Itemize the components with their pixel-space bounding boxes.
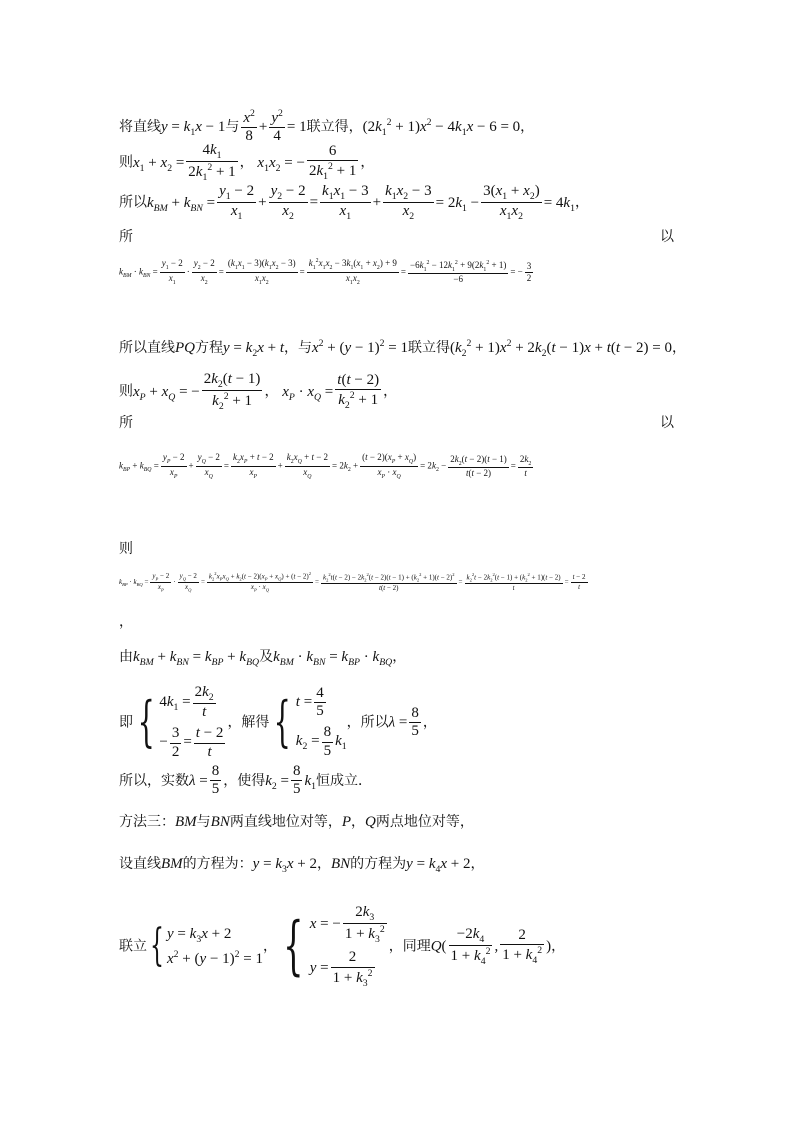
equation-line-7: 则$x_P + x_Q$ = − $\frac{2k_2(t - 1)}{k_2^2 + 1}$ ， $x_P \cdot x_Q$ = $\frac{t(t - 2)}{k_2^2 + 1}$ ， <box>119 371 398 413</box>
equation-line-16: 设直线BM的方程为：$y = k_3x + 2$，BN的方程为$y = k_4x + 2$， <box>119 856 485 875</box>
equation-line-13: 即{ $4k_1$ = $\frac{2k_2}{t}$ − $\frac{3}{2}$ = $\frac{t - 2}{t}$ ，解得{ t = $\frac{4}{5}$ $k_2$ = $\frac{8}{5}$ $k_1$ ，所以λ = $\frac{8}{5}$ ， <box>119 684 437 760</box>
text-yu: ，与 <box>284 340 312 356</box>
equation-line-3: 所以$k_{BM} + k_{BN}$ = $\frac{y_1 - 2}{x_1}$ + $\frac{y_2 - 2}{x_2}$ = $\frac{k_1x_1 - 3}{x_1}$ + $\frac{k_1x_2 - 3}{x_2}$ = $2k_1$ − $\frac{3(x_1 + x_2)}{x_1x_2}$ = $4k_1$， <box>119 183 589 223</box>
text-jiang: 将直线 <box>119 118 161 135</box>
text-suoyi: 所以 <box>119 194 147 211</box>
text-comma-17a: ， <box>263 938 277 955</box>
text-comma-pq: ， <box>351 814 366 830</box>
text-lianli-2: 联立 <box>119 938 147 955</box>
equation-line-9: $k_{BP} + k_{BQ}$ = $\frac{y_P - 2}{x_P}$ + $\frac{y_Q - 2}{x_Q}$ = $\frac{k_2x_P + t - 2}{x_P}$ + $\frac{k_2x_Q + t - 2}{x_Q}$ = $2k_2$ + $\frac{(t - 2)(x_P + x_Q)}{x_P \cdot x_Q}$ = $2k_2$ − $\frac{2k_2(t - 2)(t - 1)}{t(t - 2)}$ = $\frac{2k_2}{t}$ <box>119 452 532 480</box>
text-shezhixian: 设直线 <box>119 856 161 872</box>
text-yu-2: 与 <box>196 814 211 830</box>
text-liangdian: 两点地位对等， <box>375 814 474 830</box>
text-ze-3: 则 <box>119 541 133 557</box>
text-defangchengwei: 的方程为： <box>182 856 253 872</box>
equation-line-12: 由$k_{BM} + k_{BN} = k_{BP} + k_{BQ}$及$k_{BM} \cdot k_{BN} = k_{BP} \cdot k_{BQ}$， <box>119 649 407 668</box>
text-jiede: ，解得 <box>227 714 270 731</box>
text-yi-2: 以 <box>660 415 674 431</box>
text-hengchengli: 恒成立． <box>316 772 373 789</box>
text-comma-16a: ， <box>317 856 331 872</box>
text-tongli: ，同理 <box>388 938 431 955</box>
text-comma-16b: ， <box>470 856 485 872</box>
text-comma-17b: ， <box>551 938 566 955</box>
text-you: 由 <box>119 649 133 665</box>
comma: ， <box>119 614 133 630</box>
text-suo-2: 所 <box>119 415 133 431</box>
text-suo-1: 所 <box>119 229 133 245</box>
text-ji-2: 即 <box>119 714 133 731</box>
equation-line-14: 所以，实数λ = $\frac{8}{5}$ ，使得$k_2$ = $\frac{8}{5}$ $k_1$恒成立． <box>119 763 373 798</box>
equation-line-1: 将直线$y = k_1x - 1$与 $\frac{x^2}{8}$ + $\frac{y^2}{4}$ = 1联立得，$(2k_1^2 + 1)x^2 - 4k_1x - 6 = 0$， <box>119 108 535 145</box>
equation-line-15: 方法三：BM与BN两直线地位对等，P，Q两点地位对等， <box>119 814 474 830</box>
text-ze-2: 则 <box>119 383 133 400</box>
text-fangfa-san: 方法三： <box>119 814 175 830</box>
equation-line-17: 联立{ $y = k_3x + 2$ $x^2 + (y - 1)^2 = 1$ ，{ x = − $\frac{2k_3}{1 + k_3^2}$ y = $\frac{2}{1 + k_3^2}$ ，同理Q( $\frac{-2k_4}{1 + k_4^2}$ , $\frac{2}{1 + k_4^2}$ )， <box>119 904 566 989</box>
text-ji: 及 <box>259 649 274 665</box>
equation-line-6: 所以直线PQ方程$y = k_2x + t$，与$x^2 + (y - 1)^2 = 1$联立得$(k_2^2 + 1)x^2 + 2k_2(t - 1)x + t(t - 2) = 0$， <box>119 338 686 359</box>
text-ze: 则 <box>119 154 133 171</box>
equation-line-5: $k_{BM} \cdot k_{BN}$ = $\frac{y_1 - 2}{x_1}$ · $\frac{y_2 - 2}{x_2}$ = $\frac{(k_1x_1 - 3)(k_1x_2 - 3)}{x_1x_2}$ = $\frac{k_1^2x_1x_2 - 3k_1(x_1 + x_2) + 9}{x_1x_2}$ = $\frac{-6k_1^2 - 12k_1^2 + 9(2k_1^2 + 1)}{-6}$ = − $\frac{3}{2}$ <box>119 258 532 286</box>
text-lianlide: 联立得 <box>408 340 450 356</box>
text-suoyi-2: ，所以 <box>346 714 389 731</box>
text-shide: ，使得 <box>223 772 266 789</box>
text-defangcheng-2: 的方程为 <box>350 856 407 872</box>
text-fangcheng: 方程 <box>195 340 223 356</box>
text-liangzhixian: 两直线地位对等， <box>229 814 342 830</box>
text-shishu: 所以，实数 <box>119 772 189 789</box>
equation-line-2: 则$x_1 + x_2$ = $\frac{4k_1}{2k_1^2 + 1}$ ， $x_1x_2$ = − $\frac{6}{2k_1^2 + 1}$ ， <box>119 142 375 184</box>
text-suoyi-zhixian: 所以直线 <box>119 340 175 356</box>
equation-line-11: $k_{BP} \cdot k_{BQ}$ = $\frac{y_P - 2}{x_P}$ · $\frac{y_Q - 2}{x_Q}$ = $\frac{k_2^2x_Px_Q + k_2(t - 2)(x_P + x_Q) + (t - 2)^2}{x_P \cdot x_Q}$ = $\frac{k_2^2t(t - 2) - 2k_2^2(t - 2)(t - 1) + (k_2^2 + 1)(t - 2)^2}{t(t - 2)}$ = $\frac{k_2^2t - 2k_2^2(t - 1) + (k_2^2 + 1)(t - 2)}{t}$ = $\frac{t - 2}{t}$ <box>119 571 586 593</box>
text-lianli: 联立得， <box>306 118 363 135</box>
text-yi-1: 以 <box>660 229 674 245</box>
